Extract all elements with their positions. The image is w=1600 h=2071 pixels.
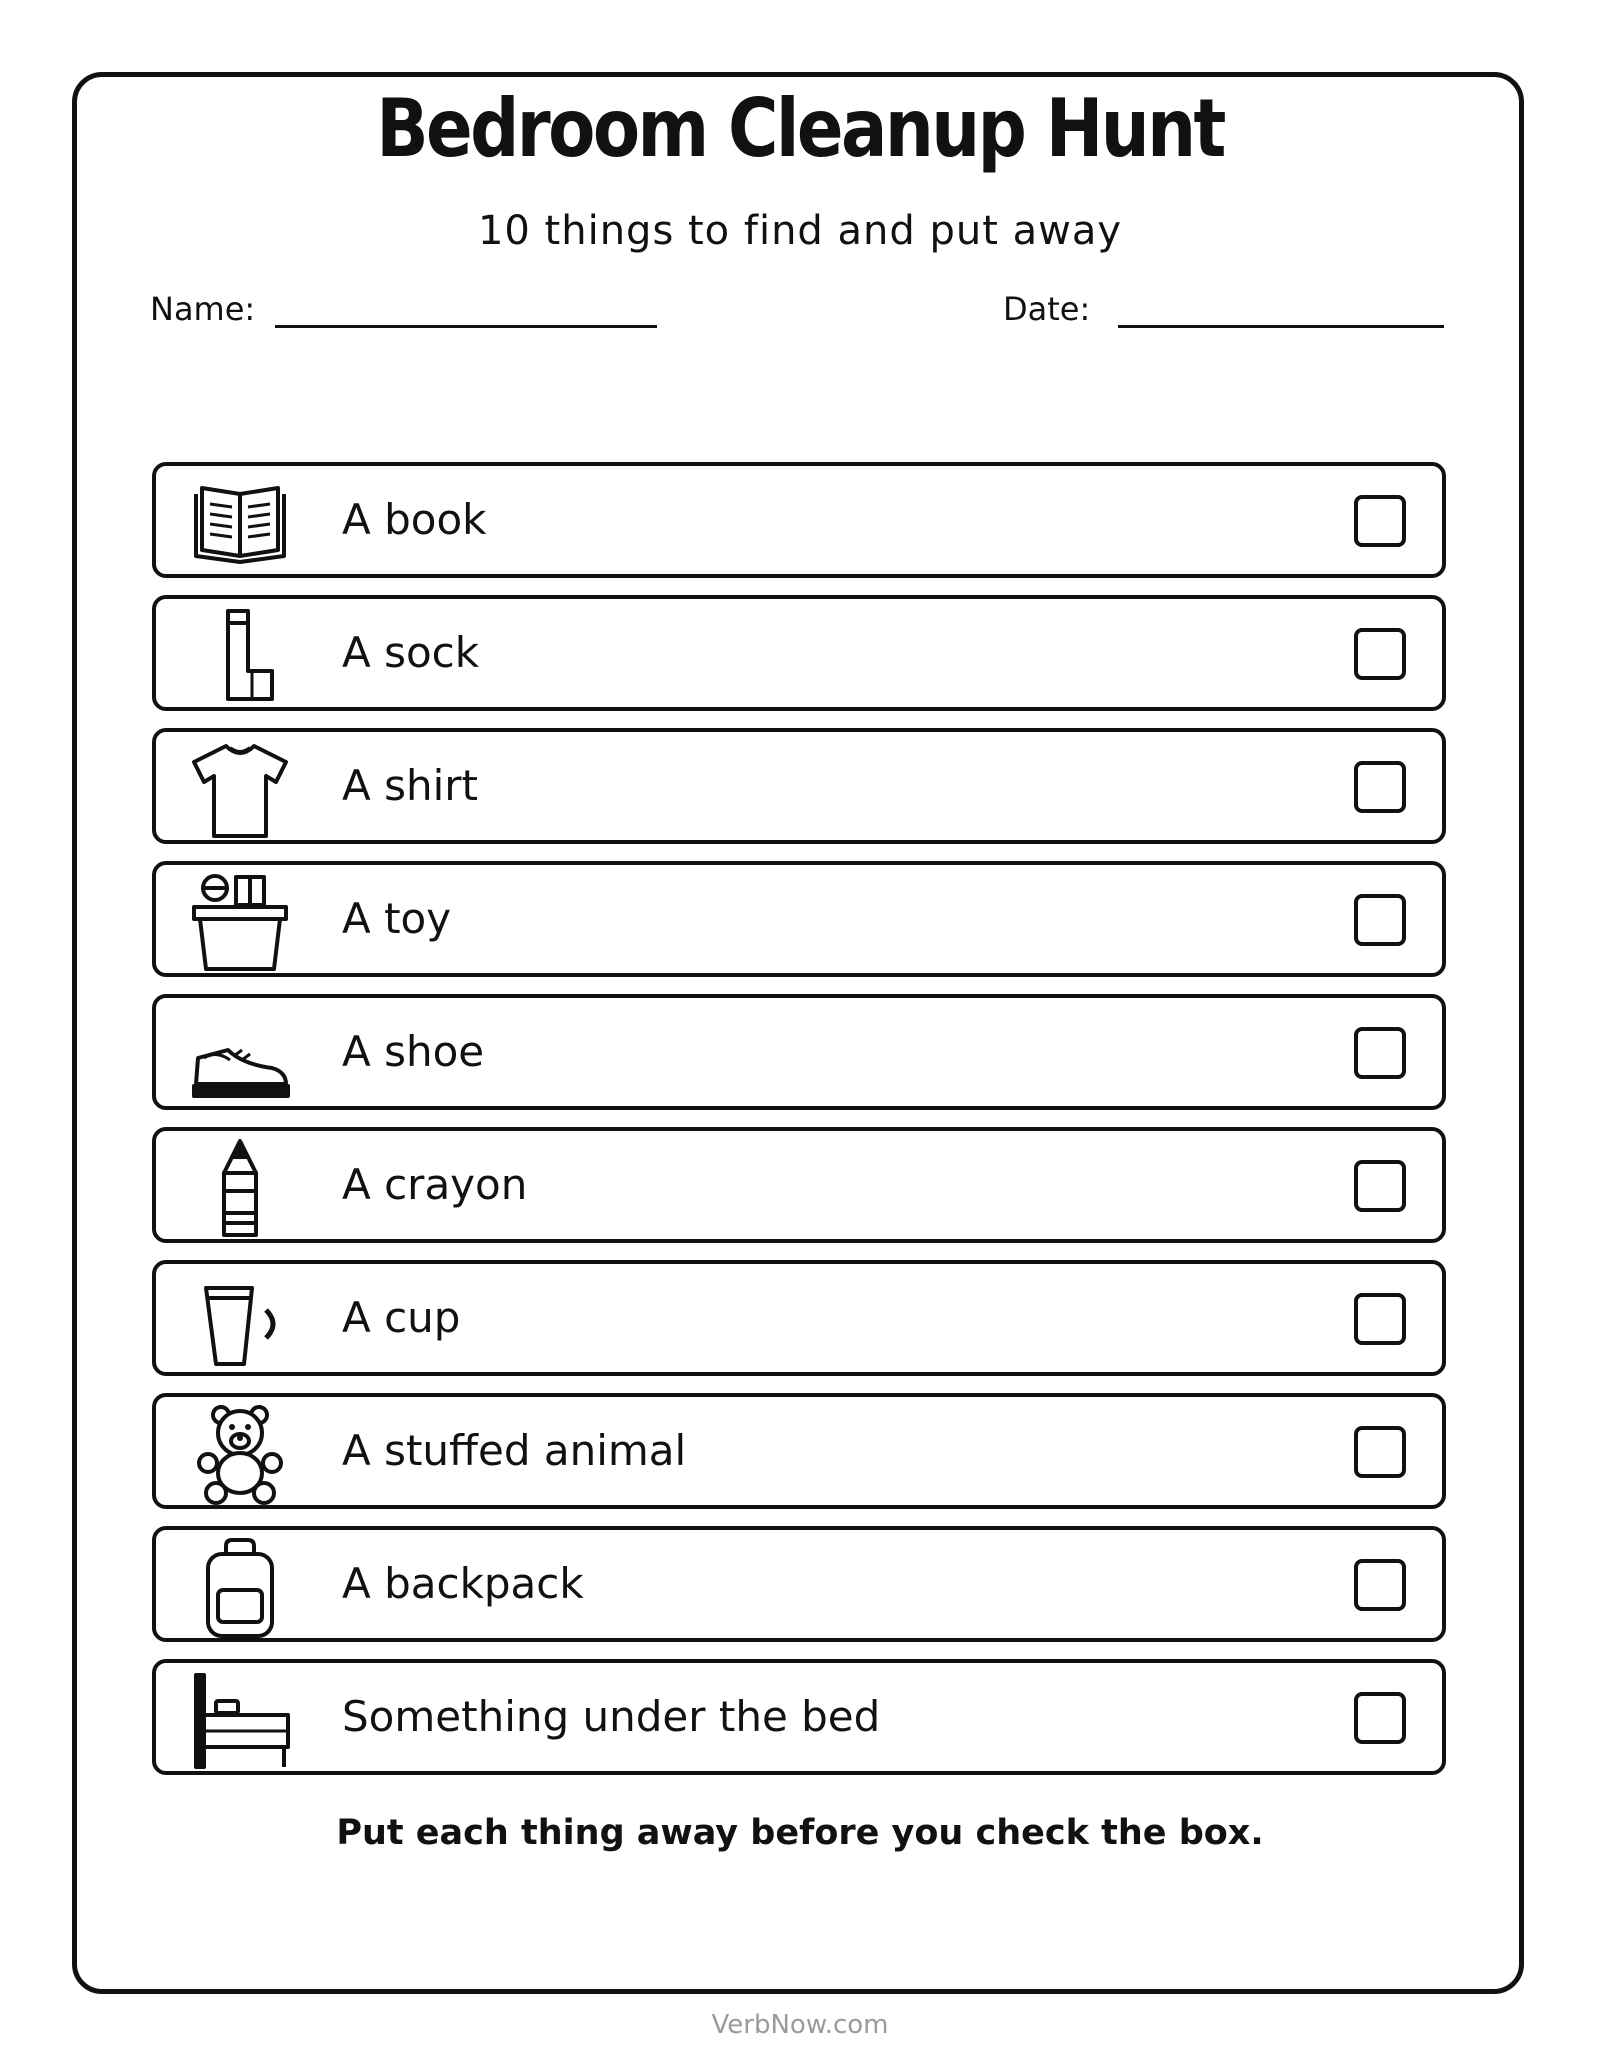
date-line[interactable]	[1118, 325, 1444, 328]
date-label: Date:	[1003, 290, 1091, 328]
shirt-icon	[190, 740, 290, 840]
book-icon	[190, 474, 290, 574]
item-label: Something under the bed	[342, 1692, 881, 1741]
item-label: A shoe	[342, 1027, 485, 1076]
item-label: A shirt	[342, 761, 478, 810]
checkbox-shirt[interactable]	[1354, 761, 1406, 813]
name-label: Name:	[150, 290, 256, 328]
shoe-icon	[190, 1006, 290, 1106]
cup-icon	[190, 1272, 290, 1372]
checkbox-cup[interactable]	[1354, 1293, 1406, 1345]
item-label: A cup	[342, 1293, 461, 1342]
crayon-icon	[190, 1139, 290, 1239]
sock-icon	[190, 607, 290, 707]
list-item-cup	[152, 1260, 1446, 1376]
list-item-stuffed-animal	[152, 1393, 1446, 1509]
toy-bin-icon	[190, 873, 290, 973]
checkbox-book[interactable]	[1354, 495, 1406, 547]
item-label: A crayon	[342, 1160, 528, 1209]
list-item-sock	[152, 595, 1446, 711]
item-label: A stuffed animal	[342, 1426, 687, 1475]
list-item-crayon	[152, 1127, 1446, 1243]
checkbox-toy[interactable]	[1354, 894, 1406, 946]
checkbox-crayon[interactable]	[1354, 1160, 1406, 1212]
list-item-shirt	[152, 728, 1446, 844]
item-label: A toy	[342, 894, 452, 943]
checkbox-backpack[interactable]	[1354, 1559, 1406, 1611]
list-item-shoe	[152, 994, 1446, 1110]
checkbox-sock[interactable]	[1354, 628, 1406, 680]
item-label: A sock	[342, 628, 480, 677]
list-item-backpack	[152, 1526, 1446, 1642]
watermark: VerbNow.com	[711, 2010, 889, 2040]
list-item-book	[152, 462, 1446, 578]
teddy-bear-icon	[190, 1405, 290, 1505]
bed-icon	[190, 1671, 290, 1771]
checkbox-stuffed-animal[interactable]	[1354, 1426, 1406, 1478]
name-line[interactable]	[275, 325, 657, 328]
item-label: A backpack	[342, 1559, 584, 1608]
item-label: A book	[342, 495, 487, 544]
checkbox-something-under-the-bed[interactable]	[1354, 1692, 1406, 1744]
instructions-text: Put each thing away before you check the box.	[336, 1813, 1264, 1853]
page-title: Bedroom Cleanup Hunt	[376, 82, 1224, 175]
backpack-icon	[190, 1538, 290, 1638]
checkbox-shoe[interactable]	[1354, 1027, 1406, 1079]
list-item-something-under-the-bed	[152, 1659, 1446, 1775]
list-item-toy	[152, 861, 1446, 977]
page-subtitle: 10 things to find and put away	[477, 208, 1123, 254]
